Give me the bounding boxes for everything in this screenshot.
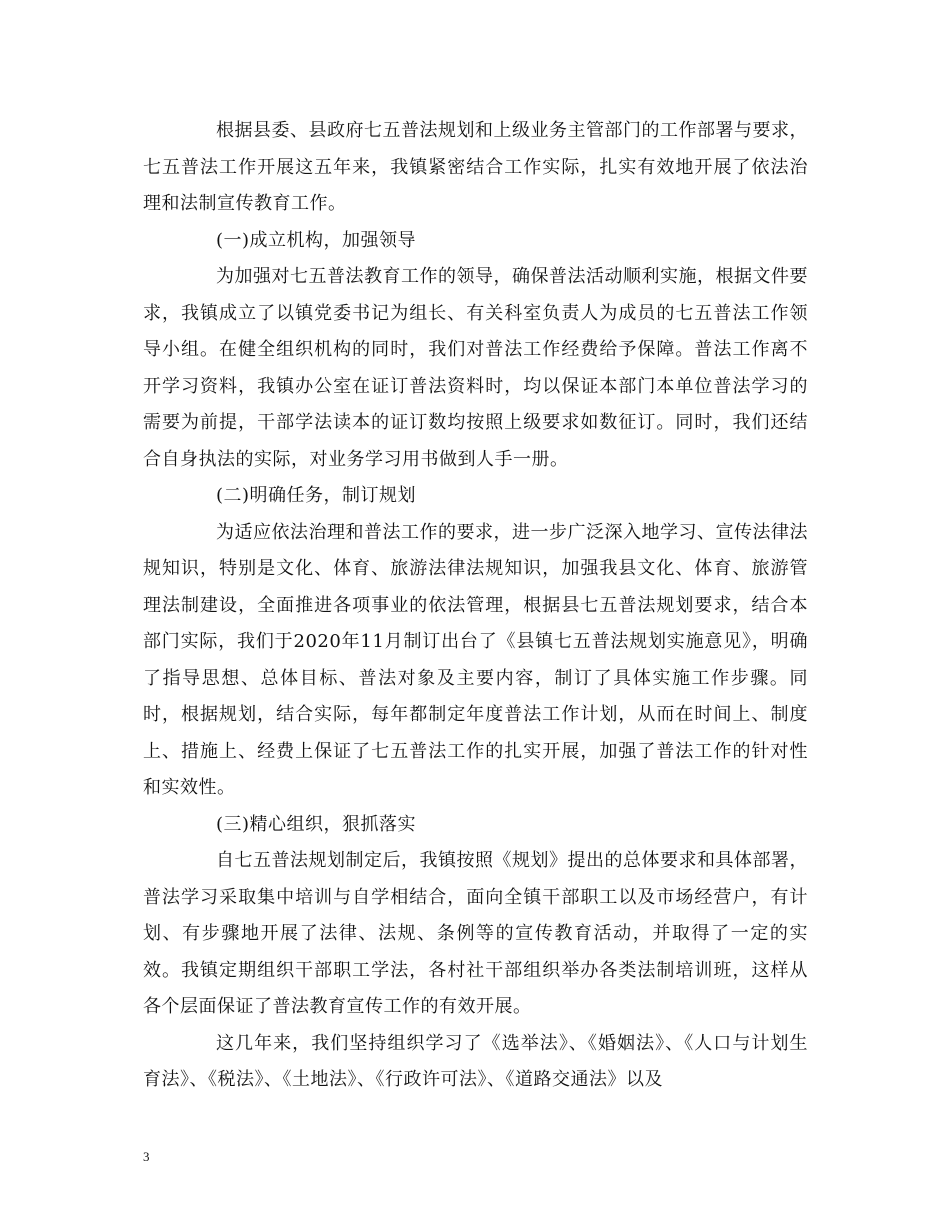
section-heading-1: (一)成立机构，加强领导 xyxy=(216,229,417,251)
section-2-paragraph: 为适应依法治理和普法工作的要求，进一步广泛深入地学习、宣传法律法规知识，特别是文化、体育、旅游法律法规知识，加强我县文化、体育、旅游管理法制建设，全面推进各项事业的依法管理，根据县七五普法规划要求，结合本部门实际，我们于2020年11月制订出台了《县镇七五普法规划实施意见》，明确了指导思想、总体目标、普法对象及主要内容，制订了具体实施工作步骤。同时，根据规划，结合实际，每年都制定年度普法工作计划，从而在时间上、制度上、措施上、经费上保证了七五普法工作的扎实开展，加强了普法工作的针对性和实效性。 xyxy=(143,521,808,798)
section-heading-3: (三)精心组织，狠抓落实 xyxy=(216,813,417,835)
intro-paragraph: 根据县委、县政府七五普法规划和上级业务主管部门的工作部署与要求，七五普法工作开展这五年来，我镇紧密结合工作实际，扎实有效地开展了依法治理和法制宣传教育工作。 xyxy=(143,120,808,214)
section-3-paragraph: 自七五普法规划制定后，我镇按照《规划》提出的总体要求和具体部署，普法学习采取集中培训与自学相结合，面向全镇干部职工以及市场经营户，有计划、有步骤地开展了法律、法规、条例等的宣传教育活动，并取得了一定的实效。我镇定期组织干部职工学法，各村社干部组织举办各类法制培训班，这样从各个层面保证了普法教育宣传工作的有效开展。 xyxy=(143,850,808,1017)
document-body xyxy=(143,113,808,1099)
section-3-paragraph-continued: 这几年来，我们坚持组织学习了《选举法》、《婚姻法》、《人口与计划生育法》、《税法》、《土地法》、《行政许可法》、《道路交通法》以及 xyxy=(143,1032,808,1090)
section-heading-2: (二)明确任务，制订规划 xyxy=(216,485,417,506)
section-1-paragraph: 为加强对七五普法教育工作的领导，确保普法活动顺利实施，根据文件要求，我镇成立了以镇党委书记为组长、有关科室负责人为成员的七五普法工作领导小组。在健全组织机构的同时，我们对普法工作经费给予保障。普法工作离不开学习资料，我镇办公室在证订普法资料时，均以保证本部门本单位普法学习的需要为前提，干部学法读本的证订数均按照上级要求如数征订。同时，我们还结合自身执法的实际，对业务学习用书做到人手一册。 xyxy=(143,266,808,470)
page-number: 3 xyxy=(143,1149,150,1164)
